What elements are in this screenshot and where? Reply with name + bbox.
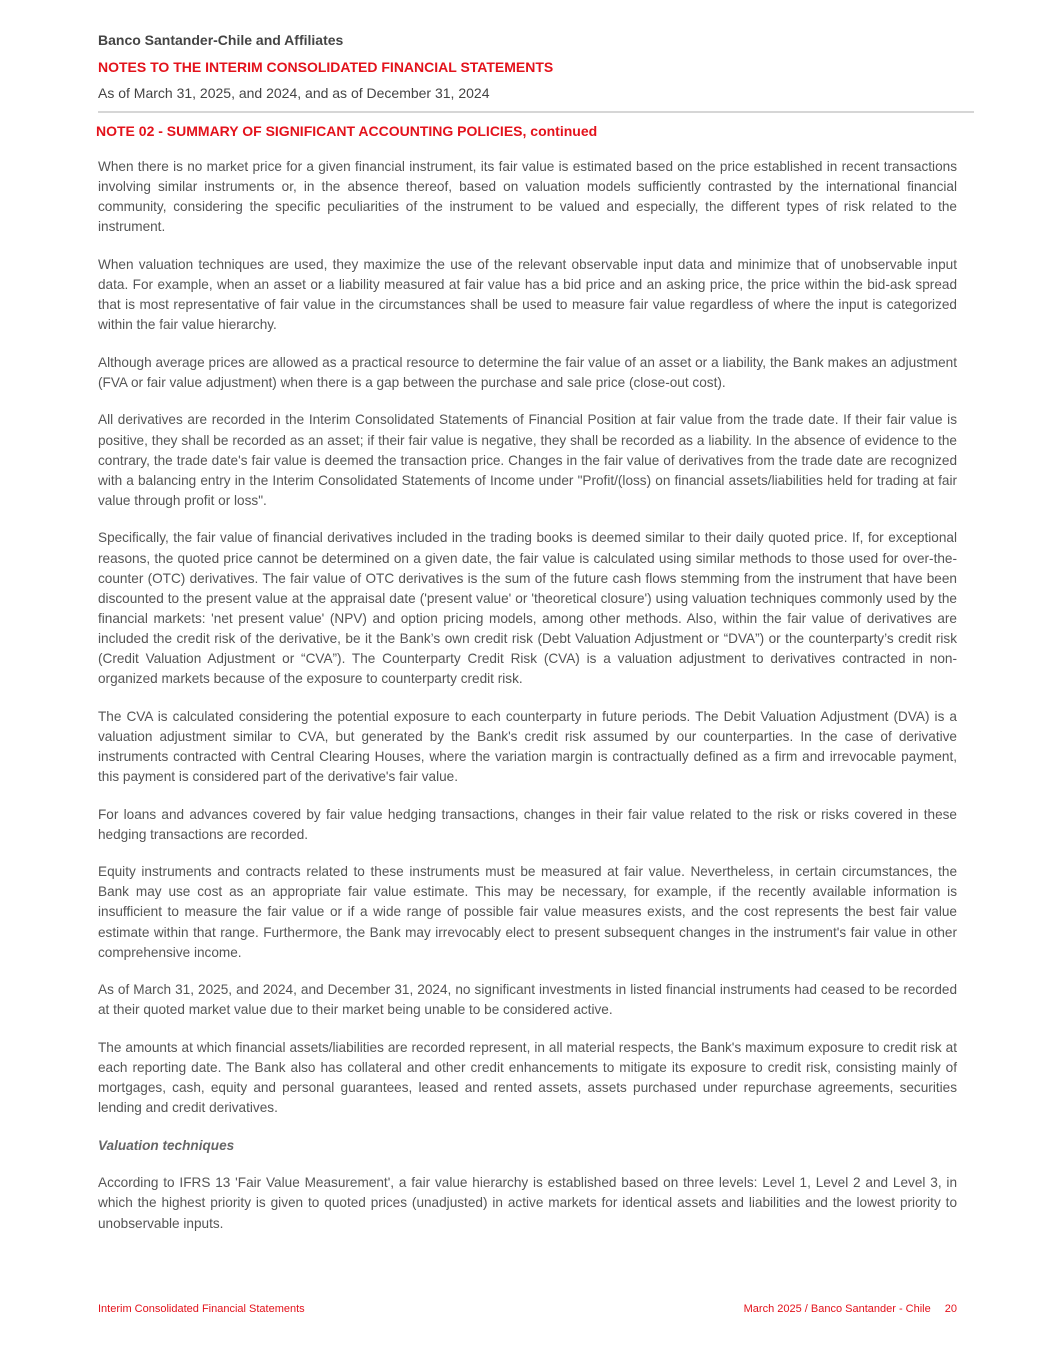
page-number: 20 [944, 1303, 957, 1315]
company-name: Banco Santander-Chile and Affiliates [98, 32, 344, 48]
paragraph: According to IFRS 13 'Fair Value Measurement', a fair value hierarchy is established based on three levels: Level 1, Level 2 and Level 3, in which the highest priority is given to quoted prices (unadjusted) in active markets for identical assets and liabilities and the lowest priority to unobservable inputs. [98, 1175, 957, 1231]
note-heading: NOTE 02 - SUMMARY OF SIGNIFICANT ACCOUNTING POLICIES, continued [96, 123, 598, 139]
as-of-date: As of March 31, 2025, and 2024, and as of December 31, 2024 [98, 85, 490, 101]
page-header [98, 30, 978, 103]
paragraph: As of March 31, 2025, and 2024, and December 31, 2024, no significant investments in listed financial instruments had ceased to be recorded at their quoted market value due to their market being unable to be considered active. [98, 982, 957, 1018]
paragraph: For loans and advances covered by fair value hedging transactions, changes in their fair value related to the risk or risks covered in these hedging transactions are recorded. [98, 806, 957, 842]
header-divider [98, 111, 974, 113]
paragraph: The amounts at which financial assets/liabilities are recorded represent, in all material respects, the Bank's maximum exposure to credit risk at each reporting date. The Bank also has collateral and other credit enhancements to mitigate its exposure to credit risk, consisting mainly of mortgages, cash, equity and personal guarantees, leased and rented assets, assets purchased under repurchase agreements, securities lending and credit derivatives. [98, 1039, 957, 1116]
notes-title: NOTES TO THE INTERIM CONSOLIDATED FINANCIAL STATEMENTS [98, 59, 554, 75]
footer-document-title: Interim Consolidated Financial Statements [98, 1303, 305, 1315]
valuation-techniques-subheading: Valuation techniques [98, 1137, 235, 1153]
note-body [98, 157, 957, 1251]
paragraph: Equity instruments and contracts related to these instruments must be measured at fair value. Nevertheless, in certain circumstances, the Bank may use cost as an appropriate fair value estimate. This may be necessary, for example, if the recently available information is insufficient to measure the fair value or if a wide range of possible fair value measures exists, and the cost represents the best fair value estimate within that range. Furthermore, the Bank may irrevocably elect to present subsequent changes in the instrument's fair value in other comprehensive income. [98, 864, 957, 960]
paragraph: When valuation techniques are used, they maximize the use of the relevant observable input data and minimize that of unobservable input data. For example, when an asset or a liability measured at fair value has a bid price and an asking price, the price within the bid-ask spread that is most representative of fair value in the circumstances shall be used to measure fair value regardless of where the input is categorized within the fair value hierarchy. [98, 256, 957, 333]
paragraph: The CVA is calculated considering the potential exposure to each counterparty in future periods. The Debit Valuation Adjustment (DVA) is a valuation adjustment similar to CVA, but generated by the Bank's credit risk assumed by our counterparties. In the case of derivative instruments contracted with Central Clearing Houses, where the variation margin is contractually defined as a firm and irrevocable payment, this payment is considered part of the derivative's fair value. [98, 708, 957, 784]
footer-period: March 2025 / Banco Santander - Chile [743, 1303, 931, 1315]
paragraph: When there is no market price for a given financial instrument, its fair value is estimated based on the price established in recent transactions involving similar instruments or, in the absence thereof, based on valuation models sufficiently contrasted by the international financial community, considering the specific peculiarities of the instrument to be valued and especially, the different types of risk related to the instrument. [98, 159, 957, 235]
paragraph: All derivatives are recorded in the Interim Consolidated Statements of Financial Position at fair value from the trade date. If their fair value is positive, they shall be recorded as an asset; if their fair value is negative, they shall be recorded as a liability. In the absence of evidence to the contrary, the trade date's fair value is deemed the transaction price. Changes in the fair value of derivatives from the trade date are recognized with a balancing entry in the Interim Consolidated Statements of Income under "Profit/(loss) on financial assets/liabilities held for trading at fair value through profit or loss". [98, 412, 957, 508]
paragraph: Specifically, the fair value of financial derivatives included in the trading books is deemed similar to their daily quoted price. If, for exceptional reasons, the quoted price cannot be determined on a given date, the fair value is calculated using similar methods to those used for over-the-counter (OTC) derivatives. The fair value of OTC derivatives is the sum of the future cash flows stemming from the instrument that have been discounted to the present value at the appraisal date ('present value' or 'theoretical closure') using valuation techniques commonly used by the financial markets: 'net present value' (NPV) and option pricing models, among other methods. Also, within the fair value of derivatives are included the credit risk of the derivative, be it the Bank’s own credit risk (Debt Valuation Adjustment or “DVA”) or the counterparty’s credit risk (Credit Valuation Adjustment or “CVA”). The Counterparty Credit Risk (CVA) is a valuation adjustment to derivatives contracted in non-organized markets because of the exposure to counterparty credit risk. [98, 530, 957, 687]
paragraph: Although average prices are allowed as a practical resource to determine the fair value of an asset or a liability, the Bank makes an adjustment (FVA or fair value adjustment) when there is a gap between the purchase and sale price (close-out cost). [98, 354, 957, 390]
footer-right [744, 1301, 957, 1317]
